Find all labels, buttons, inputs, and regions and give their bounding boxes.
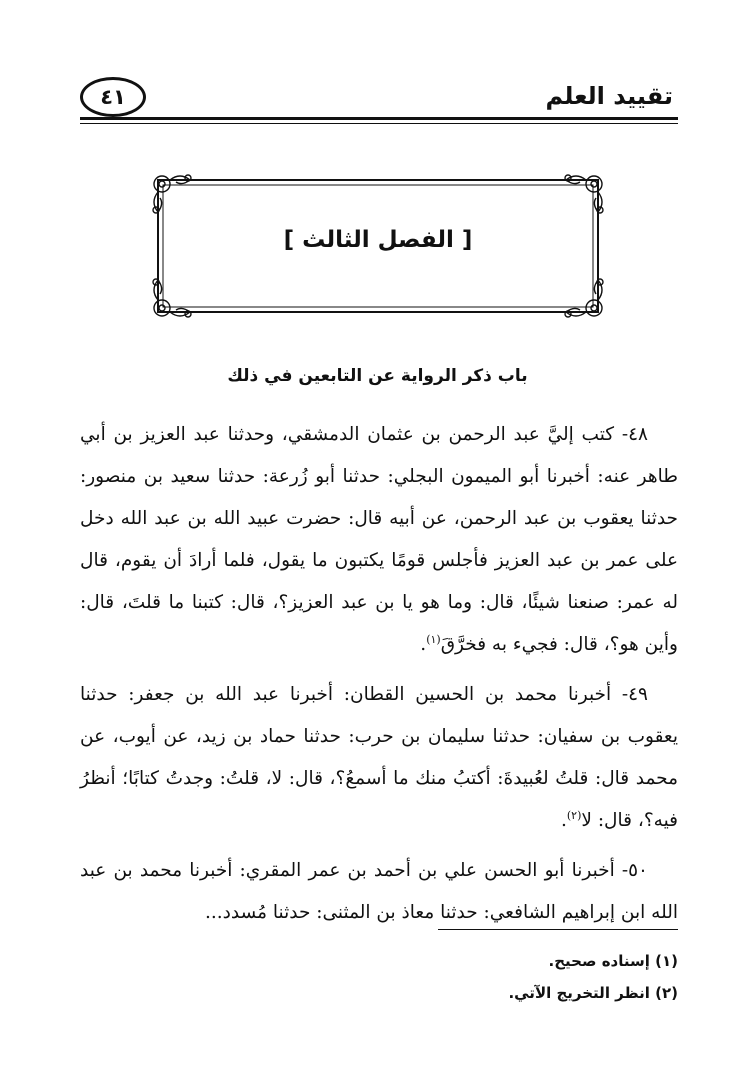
paragraph-48: ٤٨- كتب إليَّ عبد الرحمن بن عثمان الدمشقي، وحدثنا عبد العزيز بن أبي طاهر عنه: أخبرنا أبو الميمون البجلي: حدثنا أبو زُرعة: حدثنا سعيد بن منصور: حدثنا يعقوب بن عبد الرحمن، عن أبيه قال: حضرت عبيد الله بن عبد الله دخل على عمر بن عبد العزيز فأجلس قومًا يكتبون ما يقول، فلما أرادَ أن يقوم، قال له عمر: صنعنا شيئًا، قال: وما هو يا بن عبد العزيز؟، قال: كتبنا ما قلتَ، قال: وأين هو؟، قال: فجيء به فخرَّقَ$^{(١)}$. — [80, 424, 678, 655]
running-title: تقييد العلم — [545, 82, 673, 110]
footnote-1: (١) إسناده صحيح. — [548, 952, 678, 970]
footnote-rule — [438, 929, 678, 930]
footnotes — [80, 945, 678, 1009]
footnote-2: (٢) انظر التخريج الآتي. — [508, 984, 678, 1002]
chapter-frame — [148, 170, 608, 322]
paragraph-text: ٤٨- كتب إليَّ عبد الرحمن بن عثمان الدمشقي، وحدثنا عبد العزيز بن أبي طاهر عنه: أخبرنا أبو الميمون البجلي: حدثنا أبو زُرعة: حدثنا سعيد بن منصور: حدثنا يعقوب بن عبد الرحمن، عن أبيه قال: حضرت عبيد الله بن عبد الله دخل على عمر بن عبد العزيز فأجلس قومًا يكتبون ما يقول، فلما أرادَ أن يقوم، قال له عمر: صنعنا شيئًا، قال: وما هو يا بن عبد العزيز؟، قال: كتبنا ما قلتَ، قال: وأين هو؟، قال: فجيء به فخرَّقَ — [80, 424, 678, 655]
header-rule-thin — [80, 123, 678, 124]
header-rule-thick — [80, 117, 678, 120]
paragraph-text: ٤٩- أخبرنا محمد بن الحسين القطان: أخبرنا عبد الله بن جعفر: حدثنا يعقوب بن سفيان: حدثنا سليمان بن حرب: حدثنا حماد بن زيد، عن أيوب، عن محمد قال: قلتُ لعُبيدةَ: أكتبُ منك ما أسمعُ؟، قال: لا، قلتُ: وجدتُ كتابًا؛ أنظرُ فيه؟، قال: لا — [80, 684, 678, 831]
page-number: ٤١ — [80, 77, 146, 117]
paragraph-text: ٥٠- أخبرنا أبو الحسن علي بن أحمد بن عمر المقري: أخبرنا محمد بن عبد الله ابن إبراهيم الشافعي: حدثنا معاذ بن المثنى: حدثنا مُسدد... — [80, 860, 678, 923]
paragraph-50 — [80, 850, 678, 934]
section-heading: باب ذكر الرواية عن التابعين في ذلك — [227, 366, 528, 386]
chapter-title: [ الفصل الثالث ] — [283, 227, 473, 253]
footnote-ref: (٢) — [566, 808, 582, 822]
body-text — [80, 414, 678, 934]
paragraph-49: ٤٩- أخبرنا محمد بن الحسين القطان: أخبرنا عبد الله بن جعفر: حدثنا يعقوب بن سفيان: حدثنا سليمان بن حرب: حدثنا حماد بن زيد، عن أيوب، عن محمد قال: قلتُ لعُبيدةَ: أكتبُ منك ما أسمعُ؟، قال: لا، قلتُ: وجدتُ كتابًا؛ أنظرُ فيه؟، قال: لا$^{(٢)}$. — [80, 684, 678, 831]
footnote-ref: (١) — [426, 632, 441, 646]
